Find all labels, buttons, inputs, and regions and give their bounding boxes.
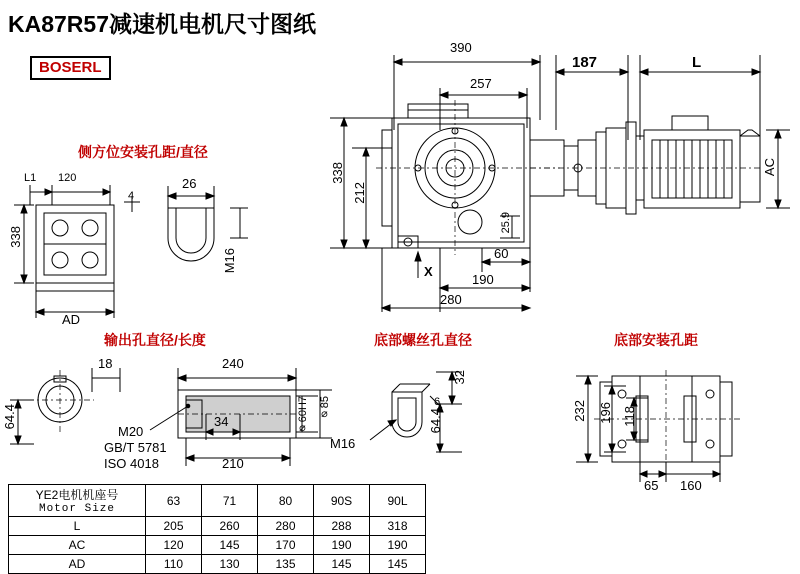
dim-32: 32 (452, 370, 467, 385)
dim-standard-iso: ISO 4018 (104, 456, 159, 471)
dim-M16-screw: M16 (330, 436, 356, 451)
dim-25-9: 25.9 (500, 212, 512, 234)
table-cell: 145 (370, 555, 426, 574)
dim-190: 190 (472, 272, 494, 287)
table-header-row (9, 485, 426, 517)
dim-390: 390 (450, 40, 472, 55)
dim-60h7: ⌀60H7 (297, 396, 309, 436)
table-row (9, 555, 426, 574)
dim-187: 187 (572, 54, 598, 71)
table-cell: 145 (314, 555, 370, 574)
table-cell: 288 (314, 517, 370, 536)
dim-280: 280 (440, 292, 462, 307)
table-row-label-L: L (9, 517, 146, 536)
dim-160: 160 (680, 478, 702, 493)
dim-AC-main: AC (762, 158, 777, 177)
section-label-output-bore: 输出孔直径/长度 (104, 332, 206, 348)
table-cell: 120 (146, 536, 202, 555)
dim-257: 257 (470, 76, 492, 91)
dim-M20: M20 (118, 424, 144, 439)
table-header-label (9, 485, 146, 517)
table-cell: 135 (258, 555, 314, 574)
dim-L1: L1 (24, 172, 37, 184)
table-cell: 170 (258, 536, 314, 555)
dim-338-side: 338 (8, 226, 23, 248)
dim-60: 60 (494, 246, 509, 261)
dim-64-4-screw: 64.4 (428, 408, 443, 434)
dim-26: 26 (182, 176, 197, 191)
table-col-90l: 90L (370, 485, 426, 517)
dim-65: 65 (644, 478, 659, 493)
dim-210: 210 (222, 456, 244, 471)
table-row-label-AD: AD (9, 555, 146, 574)
table-cell: 110 (146, 555, 202, 574)
dim-M16-side: M16 (222, 248, 237, 274)
dim-196: 196 (598, 402, 613, 424)
section-label-side-mount: 侧方位安装孔距/直径 (78, 144, 208, 160)
table-row (9, 536, 426, 555)
dim-338-main: 338 (330, 162, 345, 184)
dim-AD-side: AD (62, 312, 81, 327)
brand-logo: BOSERL (30, 56, 111, 80)
table-header-label-en: Motor Size (38, 503, 115, 515)
table-col-80: 80 (258, 485, 314, 517)
dim-85: ⌀85 (319, 396, 331, 422)
table-cell: 318 (370, 517, 426, 536)
section-label-bottom-mount: 底部安装孔距 (614, 332, 698, 348)
table-cell: 190 (370, 536, 426, 555)
dim-240: 240 (222, 356, 244, 371)
dim-212: 212 (352, 182, 367, 204)
table-cell: 145 (202, 536, 258, 555)
table-row-label-AC: AC (9, 536, 146, 555)
table-cell: 280 (258, 517, 314, 536)
table-header-label-cn: YE2电机机座号 (35, 488, 119, 502)
dim-232: 232 (572, 400, 587, 422)
table-cell: 205 (146, 517, 202, 536)
dim-34: 34 (214, 414, 229, 429)
dim-18: 18 (98, 356, 113, 371)
table-cell: 130 (202, 555, 258, 574)
dim-4: 4 (128, 190, 135, 202)
section-label-bottom-screw: 底部螺丝孔直径 (374, 332, 472, 348)
table-col-90s: 90S (314, 485, 370, 517)
table-cell: 190 (314, 536, 370, 555)
table-col-63: 63 (146, 485, 202, 517)
dim-64-4-output: 64.4 (2, 404, 17, 430)
dim-L: L (692, 54, 702, 71)
table-row (9, 517, 426, 536)
dim-118: 118 (622, 406, 637, 427)
dim-120: 120 (58, 172, 77, 184)
dim-6: 6 (434, 396, 441, 408)
dim-X: X (424, 264, 433, 279)
motor-size-table (8, 484, 426, 574)
page-title: KA87R57减速机电机尺寸图纸 (8, 11, 316, 37)
table-cell: 260 (202, 517, 258, 536)
dim-standard-gb: GB/T 5781 (104, 440, 167, 455)
table-col-71: 71 (202, 485, 258, 517)
